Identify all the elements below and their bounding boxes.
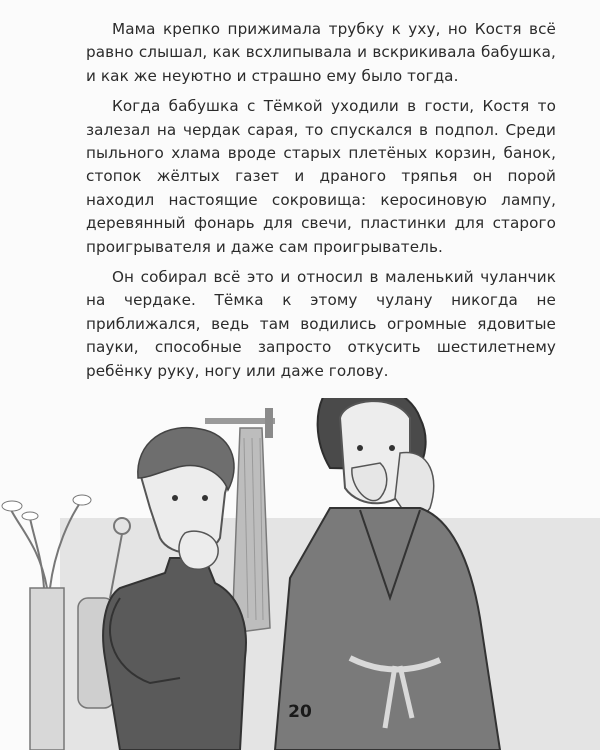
paragraph-3: Он собирал всё это и относил в маленький чуланчик на чердаке. Тёмка к этому чулану никогда не приближался, ведь там водились огромные ядовитые пауки, способные запросто откусить шестилетнему ребёнку руку, ногу или даже голову. <box>86 268 556 380</box>
page-number: 20 <box>288 702 312 722</box>
paragraph-2: Когда бабушка с Тёмкой уходили в гости, Костя то залезал на чердак сарая, то спускался в подпол. Среди пыльного хлама вроде старых плетёных корзин, банок, стопок жёлтых газет и драного тряпья он порой находил настоящие сокровища: керосиновую лампу, деревянный фонарь для свечи, пластинки для старого проигрывателя и даже сам проигрыватель. <box>86 97 556 256</box>
paragraph-1: Мама крепко прижимала трубку к уху, но Костя всё равно слышал, как всхлипывала и вскрикивала бабушка, и как же неуютно и страшно ему было тогда. <box>86 20 556 85</box>
story-text <box>86 18 556 390</box>
illustration <box>0 398 600 750</box>
